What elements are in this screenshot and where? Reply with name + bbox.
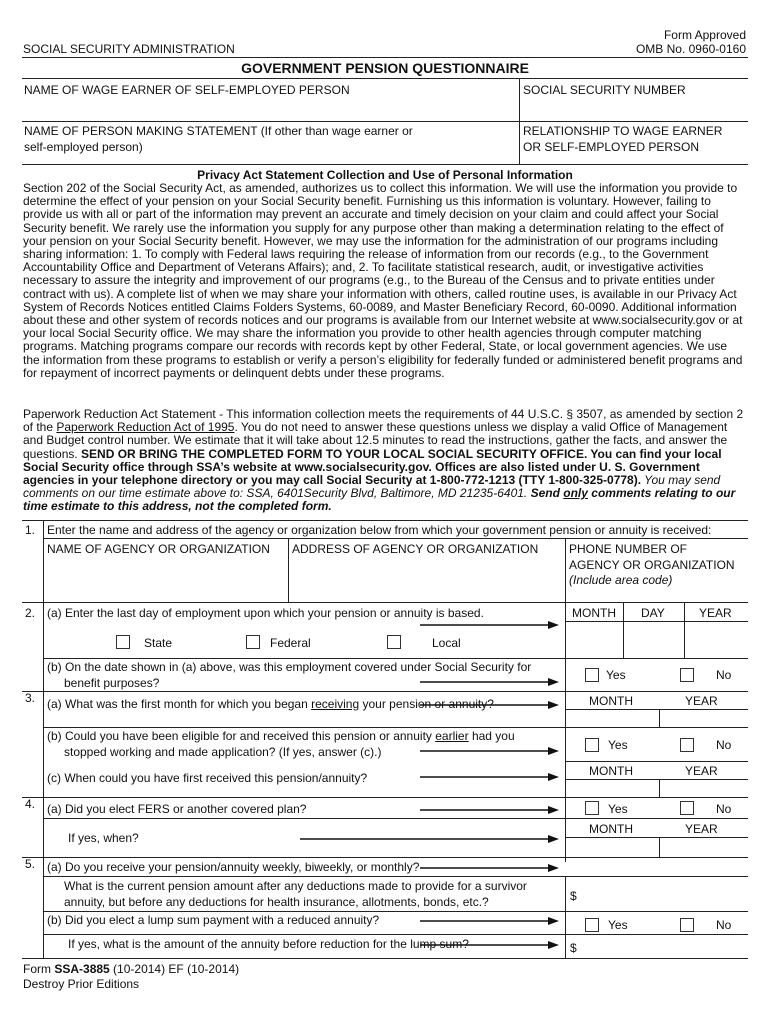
q4-month-field[interactable]	[567, 839, 657, 855]
q3b-no-label: No	[716, 738, 732, 752]
q5b-arrow	[420, 916, 560, 926]
rule	[43, 911, 748, 912]
destroy-notice: Destroy Prior Editions	[23, 977, 140, 991]
q5-lump-text: If yes, what is the amount of the annuity before reduction for the lump sum?	[68, 937, 469, 951]
q4-number: 4.	[25, 797, 36, 811]
q1-col-phone-3: (Include area code)	[569, 573, 673, 587]
rule	[22, 602, 748, 603]
rule	[684, 602, 685, 658]
q4-year-field[interactable]	[661, 839, 747, 855]
paperwork-act-link[interactable]: Paperwork Reduction Act of 1995	[56, 420, 235, 435]
privacy-body: Section 202 of the Social Security Act, as amended, authorizes us to collect this information. We will use the information you provide to determine the effect of your pension on your Social Security benefit. Furnishing us this information is voluntary. However, failing to provide us with all or part of the information may prevent an accurate and timely decision on your claim and could affect your Social Security benefit. We rarely use the information you supply for any purpose other than making a determination relating to the effect of your pension on your Social Security benefit. However, we may use the information for the administration of our programs including sharing information: 1. To comply with Federal laws requiring the release of information from our records (e.g., to the Government Accountability Office and Department of Veterans Affairs); and, 2. To facilitate statistical research, audit, or investigative activities necessary to assure the integrity and improvement of our programs (e.g., to the Bureau of the Census and to private entities under contract with us). A complete list of when we may share your information with others, called routine uses, is available in our Privacy Act System of Records Notices entitled Claims Folders Systems, 60-0089, and Master Beneficiary Record, 60-0090. Additional information about these and other system of records notices and our programs is available from our Internet website at www.socialsecurity.gov or at your local Social Security office. We may share the information you provide to other health agencies through computer matching programs. Matching programs compare our records with records kept by other Federal, State, or local government agencies. We use the information from these programs to establish or verify a person’s eligibility for federally funded or administered benefit programs and for repayment of incorrect payments or delinquent debts under these programs.	[23, 181, 743, 380]
q2b-text-1: (b) On the date shown in (a) above, was this employment covered under Social Security for	[47, 660, 532, 674]
q4-when-text: If yes, when?	[68, 831, 139, 845]
rule	[43, 818, 748, 819]
q3b-post: had you	[468, 729, 515, 743]
q5-lump-arrow	[420, 940, 560, 950]
q4a-text: (a) Did you elect FERS or another covered plan?	[47, 802, 307, 816]
paperwork-text-1: Paperwork Reduction Act Statement - This information collection meets the requirements of 44 U.S.C. § 3507, as amended by section 2 of the	[23, 407, 744, 435]
q3-number: 3.	[25, 691, 36, 705]
q3b-underline: earlier	[435, 729, 469, 743]
q3c-month-label: MONTH	[589, 764, 633, 778]
q3b-text-2: stopped working and made application? (If yes, answer (c).)	[64, 745, 382, 759]
q5-number: 5.	[25, 857, 36, 871]
rule	[659, 709, 660, 727]
q3a-month-label: MONTH	[589, 694, 633, 708]
q3b-no-checkbox[interactable]	[680, 738, 694, 752]
q2-number: 2.	[25, 606, 36, 620]
privacy-heading: Privacy Act Statement Collection and Use of Personal Information	[197, 168, 573, 182]
q3b-yes-label: Yes	[608, 738, 628, 752]
q3a-pre: (a) What was the first month for which you began	[47, 697, 312, 711]
q4-month-label: MONTH	[589, 822, 633, 836]
form-post: (10-2014) EF (10-2014)	[109, 962, 240, 976]
paperwork-bold: SEND OR BRING THE COMPLETED FORM TO YOUR LOCAL SOCIAL SECURITY OFFICE. You can find your local Social Security office through SSA’s website at www.socialsecurity.gov. Offices are also listed under U. S. Government agencies in your telephone directory or you may call Social Security at 1-800-772-1213 (TTY 1-800-325-0778).	[23, 446, 722, 488]
q3c-arrow	[420, 772, 560, 782]
q2-month-field[interactable]	[567, 623, 621, 656]
rule	[43, 934, 748, 935]
q5b-no-label: No	[716, 918, 732, 932]
agency-name-field[interactable]	[45, 556, 285, 600]
rule	[43, 520, 44, 958]
form-title: GOVERNMENT PENSION QUESTIONNAIRE	[241, 60, 529, 76]
ssn-field[interactable]	[521, 97, 747, 119]
statement-maker-label-2: self-employed person)	[24, 140, 143, 154]
federal-label: Federal	[270, 636, 311, 650]
q2b-arrow	[420, 677, 560, 687]
q4-no-checkbox[interactable]	[680, 801, 694, 815]
rule	[22, 857, 748, 858]
q2b-text-2: benefit purposes?	[64, 676, 160, 690]
rule	[565, 538, 566, 602]
ssn-label: SOCIAL SECURITY NUMBER	[523, 83, 686, 97]
q2-day-field[interactable]	[625, 623, 682, 656]
q4-when-arrow	[300, 834, 560, 844]
q3c-month-field[interactable]	[567, 781, 657, 795]
q5-amount-text-1: What is the current pension amount after any deductions made to provide for a survivor	[64, 879, 527, 893]
q1-col-address: ADDRESS OF AGENCY OR ORGANIZATION	[292, 542, 539, 556]
q4-yes-label: Yes	[608, 802, 628, 816]
local-label: Local	[432, 636, 461, 650]
q2a-arrow	[420, 620, 560, 630]
q2b-yes-label: Yes	[606, 668, 626, 682]
rule	[43, 658, 748, 659]
relationship-label-2: OR SELF-EMPLOYED PERSON	[523, 140, 700, 154]
rule	[22, 164, 748, 165]
rule	[565, 779, 748, 780]
q1-col-phone-2: AGENCY OR ORGANIZATION	[569, 558, 735, 572]
local-checkbox[interactable]	[387, 635, 401, 649]
rule	[22, 520, 748, 521]
form-id: SSA-3885	[54, 962, 110, 976]
rule	[565, 876, 566, 958]
rule	[43, 538, 748, 539]
statement-maker-label: NAME OF PERSON MAKING STATEMENT (If other than wage earner or	[24, 124, 413, 138]
paperwork-text-2: . You do not need to answer these questions unless we display a valid Office of Management and Budget control number. We estimate that it will take about 12.5 minutes to read the instructions, gather the facts, and answer the questions.	[23, 420, 728, 461]
q4-no-label: No	[716, 802, 732, 816]
rule	[43, 727, 748, 728]
paperwork-bi-only: only	[563, 486, 588, 501]
q1-text: Enter the name and address of the agency or organization below from which your government pension or annuity is received:	[47, 523, 712, 537]
q1-number: 1.	[25, 523, 36, 537]
rule	[623, 602, 624, 658]
rule	[565, 621, 748, 622]
q5b-yes-label: Yes	[608, 918, 628, 932]
q2a-text: (a) Enter the last day of employment upon which your pension or annuity is based.	[47, 606, 484, 620]
q3b-text-1	[47, 729, 515, 743]
rule	[22, 78, 748, 79]
state-label: State	[144, 636, 173, 650]
rule	[659, 779, 660, 797]
rule	[565, 709, 748, 710]
q3a-year-label: YEAR	[685, 694, 718, 708]
relationship-label: RELATIONSHIP TO WAGE EARNER	[523, 124, 723, 138]
agency-phone-field[interactable]	[567, 588, 747, 602]
q3a-year-field[interactable]	[661, 711, 747, 725]
rule	[22, 958, 748, 959]
q3a-underline: receiving	[311, 697, 360, 711]
paperwork-statement	[23, 408, 747, 514]
state-checkbox[interactable]	[116, 635, 130, 649]
rule	[565, 602, 566, 862]
q3a-month-field[interactable]	[567, 711, 657, 725]
rule	[22, 121, 748, 122]
q2-year-field[interactable]	[686, 623, 747, 656]
q2-month-label: MONTH	[572, 606, 616, 620]
q5-dollar-sign-2: $	[570, 941, 577, 955]
q3c-text: (c) When could you have first received this pension/annuity?	[47, 771, 368, 785]
q1-col-name: NAME OF AGENCY OR ORGANIZATION	[47, 542, 270, 556]
q5-dollar-sign: $	[570, 889, 577, 903]
q5-amount-text-2: annuity, but before any deductions for health insurance, allotments, bonds, etc.?	[64, 895, 489, 909]
q4-yes-checkbox[interactable]	[585, 801, 599, 815]
rule	[22, 797, 748, 798]
rule	[288, 538, 289, 602]
q3a-arrow	[420, 700, 560, 710]
q1-col-phone-1: PHONE NUMBER OF	[569, 542, 688, 556]
q3b-pre: (b) Could you have been eligible for and received this pension or annuity	[47, 729, 436, 743]
federal-checkbox[interactable]	[246, 635, 260, 649]
wage-earner-name-label: NAME OF WAGE EARNER OF SELF-EMPLOYED PERSON	[24, 83, 350, 97]
q5-pension-amount-field[interactable]	[580, 880, 746, 908]
paperwork-body	[23, 408, 747, 514]
q2b-yes-checkbox[interactable]	[585, 668, 599, 682]
q4a-arrow	[420, 805, 560, 815]
q5b-text: (b) Did you elect a lump sum payment with a reduced annuity?	[47, 913, 380, 927]
rule	[565, 761, 748, 762]
q3a-post: your pension or annuity?	[359, 697, 494, 711]
form-approved: Form Approved	[663, 28, 746, 42]
form-number	[23, 962, 239, 976]
privacy-statement	[23, 182, 747, 380]
q5a-frequency-field[interactable]	[567, 859, 747, 875]
q2-year-label: YEAR	[699, 606, 732, 620]
q3c-year-label: YEAR	[685, 764, 718, 778]
q5b-no-checkbox[interactable]	[680, 918, 694, 932]
agency-address-field[interactable]	[290, 556, 562, 600]
paperwork-bi-1: Send	[530, 486, 564, 501]
rule	[43, 876, 748, 877]
q3b-arrow	[420, 746, 560, 756]
q2b-no-label: No	[716, 668, 732, 682]
q2-day-label: DAY	[641, 606, 665, 620]
rule	[565, 837, 748, 838]
q5-lump-amount-field[interactable]	[580, 937, 746, 956]
q4-year-label: YEAR	[685, 822, 718, 836]
q3b-yes-checkbox[interactable]	[585, 738, 599, 752]
q3c-year-field[interactable]	[661, 781, 747, 795]
q5a-arrow	[420, 863, 560, 873]
rule	[659, 837, 660, 857]
paperwork-bi-2: comments relating to our time estimate to this address, not the completed form.	[23, 486, 736, 514]
q5b-yes-checkbox[interactable]	[585, 918, 599, 932]
header-rule	[22, 57, 748, 58]
paperwork-italic: You may send comments on our time estimate above to: SSA, 6401Security Blvd, Baltimore, MD 21235-6401.	[23, 473, 721, 501]
agency-name: SOCIAL SECURITY ADMINISTRATION	[23, 42, 235, 56]
omb-number: OMB No. 0960-0160	[635, 42, 746, 56]
rule	[22, 691, 748, 692]
wage-earner-name-field[interactable]	[23, 97, 517, 119]
form-pre: Form	[23, 962, 55, 976]
q5a-text: (a) Do you receive your pension/annuity weekly, biweekly, or monthly?	[47, 860, 420, 874]
q2b-no-checkbox[interactable]	[680, 668, 694, 682]
